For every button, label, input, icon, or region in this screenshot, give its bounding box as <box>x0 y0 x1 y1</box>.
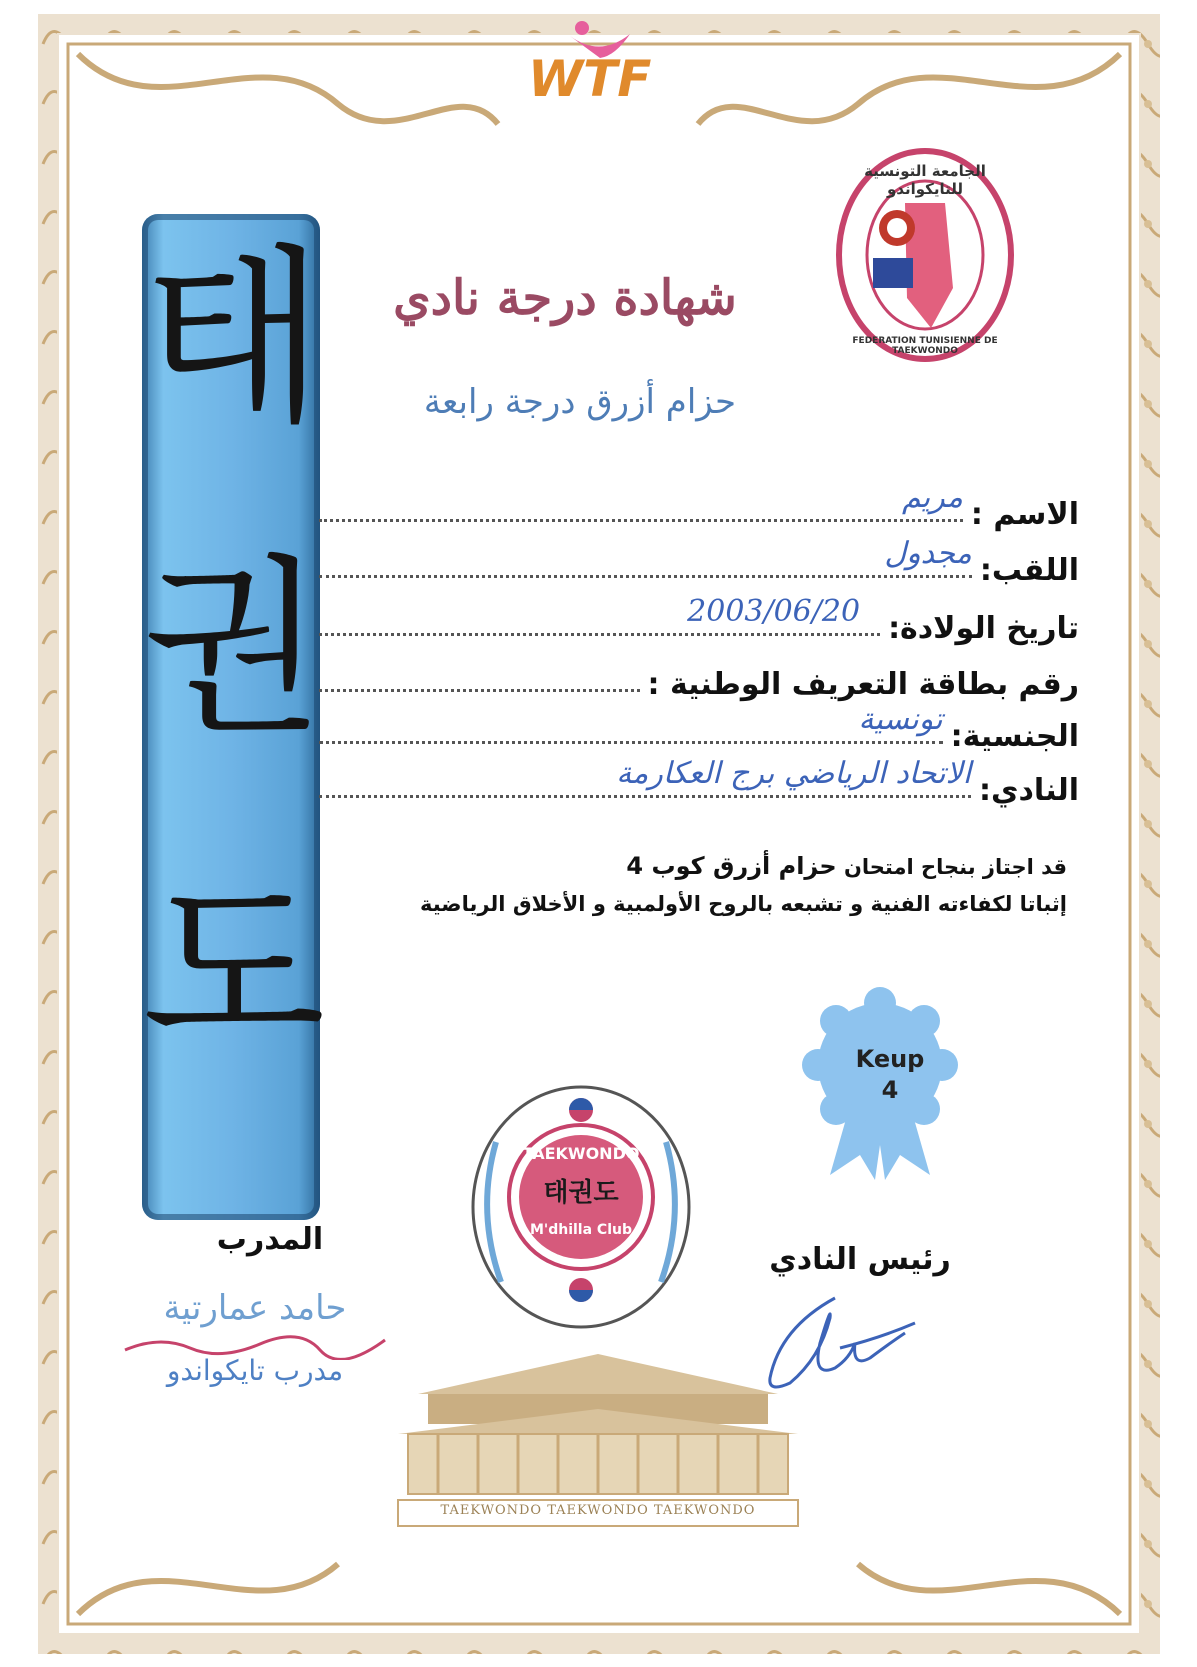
club-logo <box>466 1082 696 1332</box>
field-line <box>319 536 972 578</box>
field-birth-date <box>319 596 1079 646</box>
wtf-logo <box>520 18 670 108</box>
federation-name-fr: FEDERATION TUNISIENNE DE TAEKWONDO <box>852 336 998 356</box>
field-first-name <box>319 482 1079 532</box>
club-hangul: 태권도 <box>543 1178 619 1208</box>
federation-logo <box>835 148 1015 363</box>
field-national-id <box>319 652 1079 702</box>
hangul-char-do: 도 <box>142 858 326 1079</box>
field-line <box>319 480 963 522</box>
club-name-top: TAEKWONDO <box>522 1144 640 1163</box>
hangul-panel <box>142 214 326 1220</box>
federation-name-ar: الجامعة التونسية للتايكواندو <box>864 162 986 198</box>
field-club <box>319 758 1079 808</box>
field-label: الجنسية: <box>950 719 1079 754</box>
keup-level: 4 <box>881 1076 899 1104</box>
field-label: رقم بطاقة التعريف الوطنية : <box>647 667 1079 702</box>
certificate-subtitle: حزام أزرق درجة رابعة <box>423 382 737 422</box>
certificate-title: شهادة درجة نادي <box>393 270 737 326</box>
hangul-char-tae: 태 <box>142 228 326 449</box>
field-line <box>319 756 972 798</box>
coach-stamp-title: مدرب تايكواندو <box>166 1354 344 1387</box>
statement-line-1 <box>347 852 1067 880</box>
field-label: النادي: <box>979 773 1079 808</box>
statement-belt: حزام أزرق كوب 4 <box>626 852 837 880</box>
keup-label: Keup <box>855 1045 925 1073</box>
hangul-char-kwon: 권 <box>142 538 326 759</box>
wtf-text: WTF <box>528 50 652 108</box>
field-value: 2003/06/20 <box>687 594 861 629</box>
club-name-bottom: M'dhilla Club <box>530 1222 632 1238</box>
statement-line-2: إثباتا لكفاءته الفنية و تشبعه بالروح الأولمبية و الأخلاق الرياضية <box>419 892 1067 916</box>
coach-stamp-name: حامد عمارتية <box>163 1288 347 1328</box>
field-line <box>319 688 640 692</box>
field-nationality <box>319 704 1079 754</box>
field-value: مجدول <box>884 536 972 571</box>
coach-stamp <box>110 1288 400 1398</box>
field-last-name <box>319 538 1079 588</box>
president-signature-icon <box>740 1288 920 1398</box>
field-label: الاسم : <box>970 497 1079 532</box>
field-label: تاريخ الولادة: <box>888 611 1079 646</box>
field-value: الاتحاد الرياضي برج العكارمة <box>616 756 972 791</box>
building-illustration <box>398 1354 798 1494</box>
field-value: مريم <box>901 480 963 515</box>
coach-label: المدرب <box>216 1222 324 1257</box>
president-label: رئيس النادي <box>769 1242 951 1277</box>
field-value: تونسية <box>858 702 943 737</box>
border-text: TAEKWONDO TAEKWONDO TAEKWONDO <box>440 1503 756 1518</box>
statement-prefix: قد اجتاز بنجاح امتحان <box>843 855 1067 879</box>
field-label: اللقب: <box>979 553 1079 588</box>
field-line <box>319 594 880 636</box>
field-line <box>319 702 943 744</box>
